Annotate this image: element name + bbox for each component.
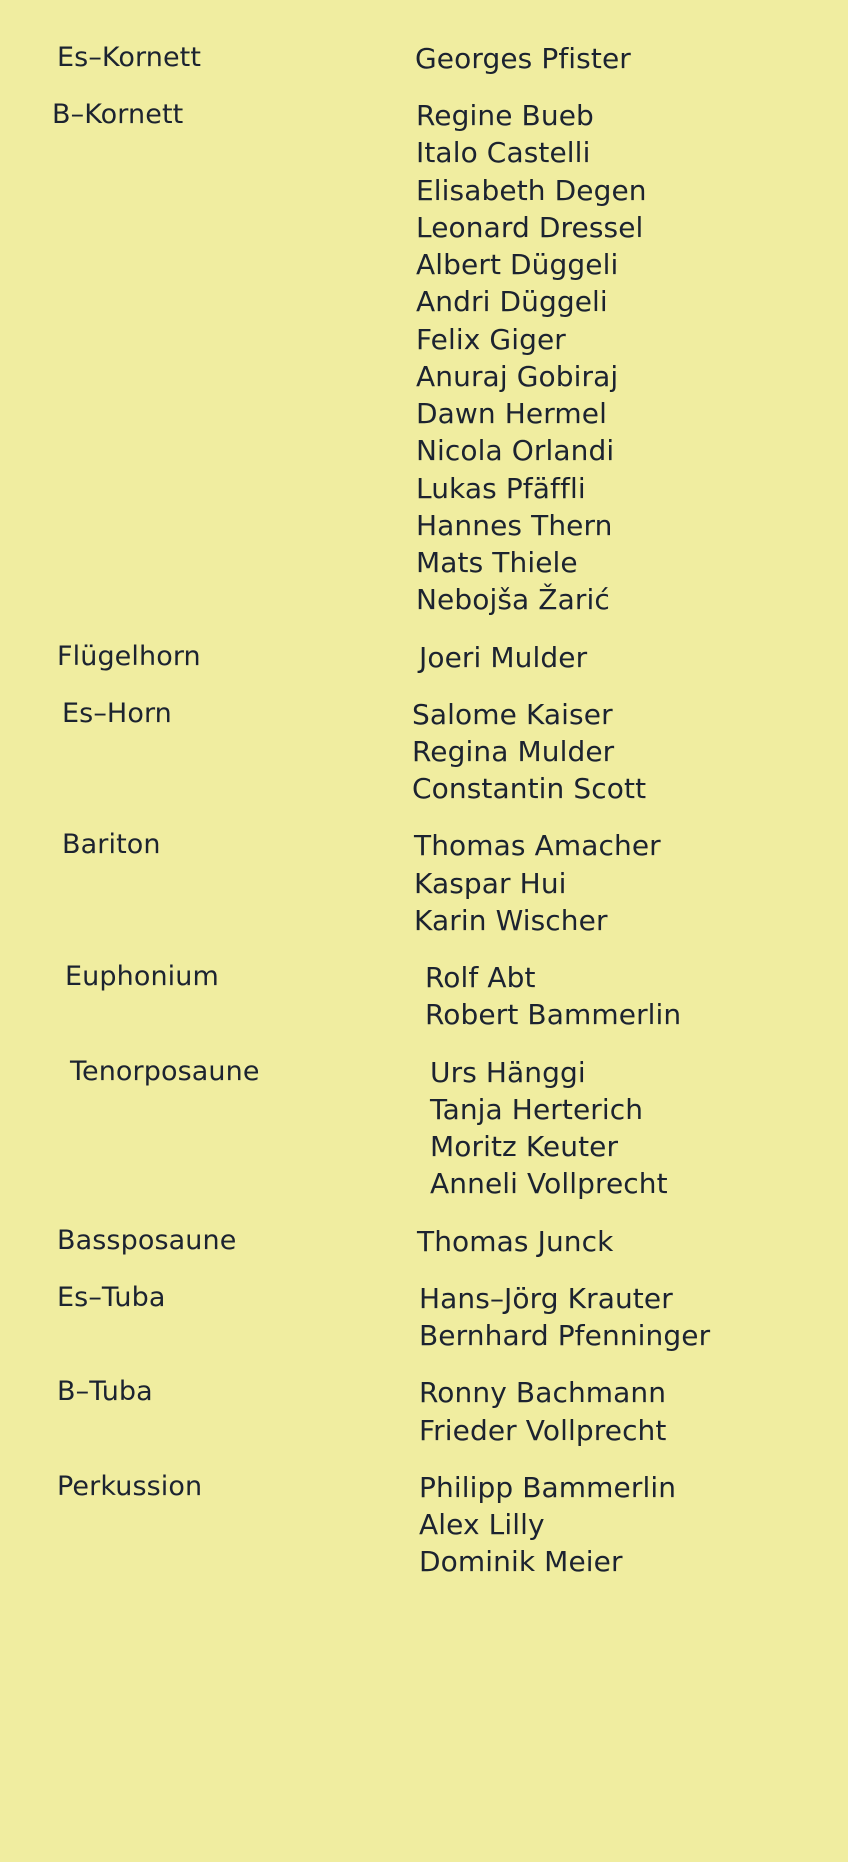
instrument-group-label: Es–Tuba (57, 1281, 166, 1313)
list-item: Dawn Hermel (416, 397, 607, 431)
instrument-group (0, 959, 848, 1033)
list-item: Thomas Amacher (414, 829, 661, 863)
list-item: Andri Düggeli (416, 285, 608, 319)
list-item: Italo Castelli (416, 136, 591, 170)
instrument-group-label: Bassposaune (57, 1224, 237, 1256)
instrument-group-label: Es–Kornett (57, 42, 202, 73)
list-item: Constantin Scott (412, 772, 647, 806)
instrument-group (0, 1374, 848, 1448)
list-item: Regina Mulder (412, 734, 615, 768)
list-item: Robert Bammerlin (425, 998, 682, 1032)
list-item: Ronny Bachmann (419, 1376, 667, 1410)
instrument-group (0, 639, 848, 676)
list-item: Elisabeth Degen (416, 173, 647, 207)
instrument-group-label: Bariton (62, 829, 161, 861)
instrument-group (0, 1054, 848, 1203)
instrument-group-label: Tenorposaune (70, 1055, 260, 1087)
instrument-group-label: B–Tuba (57, 1376, 153, 1408)
list-item: Joeri Mulder (419, 640, 588, 674)
list-item: Dominik Meier (419, 1545, 623, 1579)
instrument-group (0, 97, 848, 618)
list-item: Nicola Orlandi (416, 434, 615, 468)
list-item: Moritz Keuter (430, 1130, 619, 1164)
list-item: Albert Düggeli (416, 248, 619, 282)
member-list (352, 97, 848, 618)
member-list (362, 696, 848, 808)
instrument-group (0, 827, 848, 939)
instrument-group (0, 1223, 848, 1260)
member-list (365, 959, 848, 1033)
list-item: Philipp Bammerlin (419, 1470, 677, 1504)
member-list (370, 1054, 848, 1203)
instrument-group-label: Perkussion (57, 1470, 203, 1502)
member-list (357, 1469, 848, 1581)
list-item: Rolf Abt (425, 961, 536, 995)
list-item: Nebojša Žarić (416, 583, 610, 617)
member-list (357, 1280, 848, 1354)
list-item: Regine Bueb (416, 99, 594, 133)
member-list (362, 827, 848, 939)
instrument-group (0, 40, 848, 77)
member-list (357, 1374, 848, 1448)
instrument-group (0, 696, 848, 808)
list-item: Leonard Dressel (416, 210, 644, 244)
list-item: Hans–Jörg Krauter (419, 1281, 673, 1315)
ensemble-roster (0, 40, 848, 1600)
list-item: Salome Kaiser (412, 697, 613, 731)
instrument-group-label: B–Kornett (52, 99, 184, 131)
list-item: Kaspar Hui (414, 866, 567, 900)
list-item: Anneli Vollprecht (430, 1167, 668, 1201)
list-item: Urs Hänggi (430, 1055, 586, 1089)
list-item: Karin Wischer (414, 903, 608, 937)
list-item: Thomas Junck (417, 1224, 614, 1258)
member-list (357, 639, 848, 676)
member-list (357, 40, 848, 77)
list-item: Frieder Vollprecht (419, 1413, 667, 1447)
list-item: Felix Giger (416, 322, 566, 356)
instrument-group (0, 1469, 848, 1581)
list-item: Mats Thiele (416, 546, 578, 580)
instrument-group-label: Es–Horn (62, 697, 172, 729)
list-item: Hannes Thern (416, 508, 613, 542)
list-item: Anuraj Gobiraj (416, 359, 619, 393)
list-item: Alex Lilly (419, 1507, 545, 1541)
list-item: Georges Pfister (415, 42, 631, 75)
list-item: Lukas Pfäffli (416, 471, 586, 505)
instrument-group (0, 1280, 848, 1354)
member-list (357, 1223, 848, 1260)
instrument-group-label: Euphonium (65, 961, 219, 993)
instrument-group-label: Flügelhorn (57, 640, 201, 672)
list-item: Bernhard Pfenninger (419, 1319, 711, 1353)
list-item: Tanja Herterich (430, 1092, 644, 1126)
